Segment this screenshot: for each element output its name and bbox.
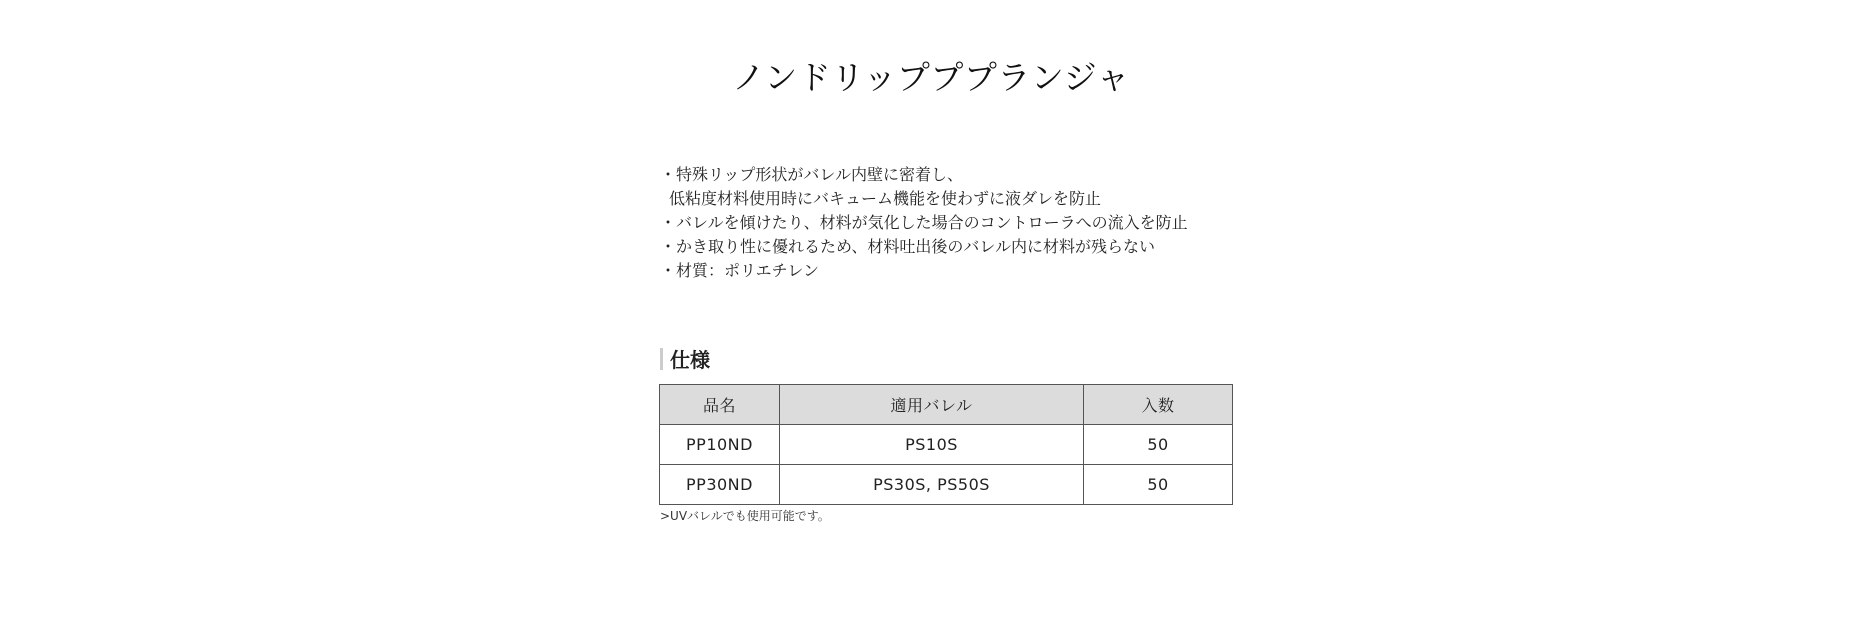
column-header-product-name: 品名 — [660, 385, 780, 425]
column-header-quantity: 入数 — [1084, 385, 1233, 425]
cell-product-name: PP30ND — [660, 465, 780, 505]
feature-item-continuation: 低粘度材料使用時にバキューム機能を使わずに液ダレを防止 — [669, 189, 1102, 208]
table-header-row — [660, 385, 1233, 425]
feature-item: ・かき取り性に優れるため、材料吐出後のバレル内に材料が残らない — [660, 237, 1155, 256]
feature-item: ・特殊リップ形状がバレル内壁に密着し、 — [660, 165, 963, 184]
cell-product-name: PP10ND — [660, 425, 780, 465]
table-row — [660, 465, 1233, 505]
cell-barrel: PS30S, PS50S — [780, 465, 1084, 505]
heading-accent-bar — [660, 348, 663, 370]
spec-heading — [660, 344, 1260, 373]
cell-quantity: 50 — [1084, 425, 1233, 465]
table-row — [660, 425, 1233, 465]
footnote: >UVバレルでも使用可能です。 — [660, 509, 830, 523]
cell-quantity: 50 — [1084, 465, 1233, 505]
spec-heading-label: 仕様 — [670, 348, 710, 372]
feature-list — [660, 163, 1260, 283]
spec-table — [659, 384, 1233, 505]
cell-barrel: PS10S — [780, 425, 1084, 465]
feature-item: ・バレルを傾けたり、材料が気化した場合のコントローラへの流入を防止 — [660, 213, 1188, 232]
feature-item: ・材質：ポリエチレン — [660, 261, 819, 280]
column-header-barrel: 適用バレル — [780, 385, 1084, 425]
page-title: ノンドリップププランジャ — [732, 58, 1130, 98]
